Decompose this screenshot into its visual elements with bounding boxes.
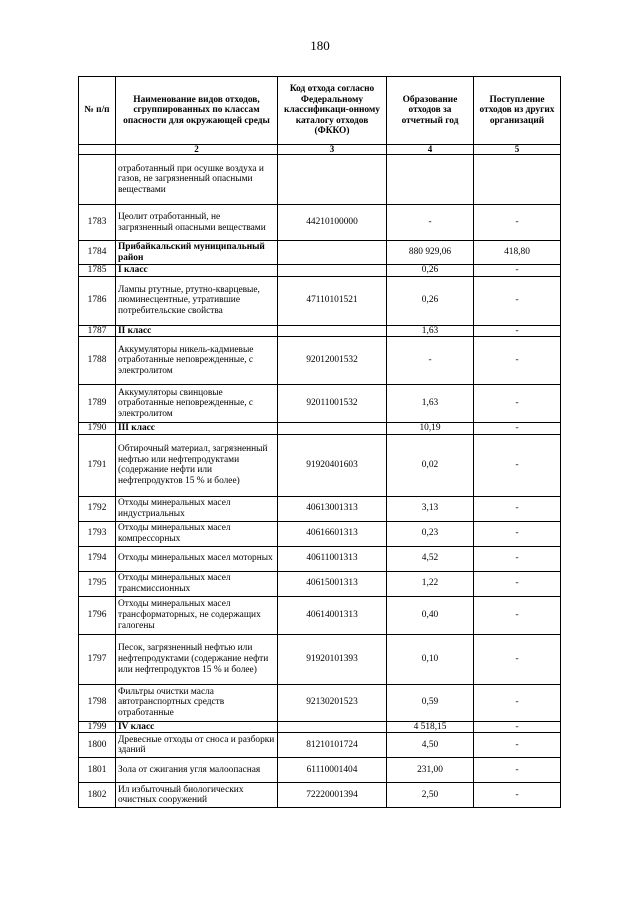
- table-row: [79, 783, 561, 808]
- table-row: [79, 684, 561, 721]
- header-received: Поступление отходов из других организаций: [474, 77, 561, 145]
- row-number: 1801: [79, 758, 116, 783]
- fkko-code: 40616601313: [278, 521, 387, 546]
- formed-amount: 4,52: [387, 546, 474, 571]
- column-number: 4: [387, 145, 474, 155]
- received-amount: -: [474, 423, 561, 435]
- row-number: 1784: [79, 241, 116, 265]
- fkko-code: 72220001394: [278, 783, 387, 808]
- received-amount: -: [474, 684, 561, 721]
- received-amount: [474, 155, 561, 205]
- header-code: Код отхода согласно Федеральному классификаци-онному каталогу отходов (ФККО): [278, 77, 387, 145]
- fkko-code: 92012001532: [278, 337, 387, 385]
- received-amount: -: [474, 385, 561, 423]
- formed-amount: 10,19: [387, 423, 474, 435]
- waste-name: Прибайкальский муниципальный район: [116, 241, 278, 265]
- fkko-code: [278, 155, 387, 205]
- table-row: [79, 521, 561, 546]
- waste-name: Зола от сжигания угля малоопасная: [116, 758, 278, 783]
- formed-amount: 3,13: [387, 496, 474, 521]
- formed-amount: 1,22: [387, 571, 474, 596]
- fkko-code: 92011001532: [278, 385, 387, 423]
- waste-name: IV класс: [116, 721, 278, 733]
- fkko-code: [278, 265, 387, 277]
- formed-amount: 0,02: [387, 434, 474, 496]
- fkko-code: 92130201523: [278, 684, 387, 721]
- table-row: [79, 276, 561, 325]
- table-row: [79, 325, 561, 337]
- formed-amount: 1,63: [387, 385, 474, 423]
- waste-name: отработанный при осушке воздуха и газов, не загрязненный опасными веществами: [116, 155, 278, 205]
- row-number: 1793: [79, 521, 116, 546]
- formed-amount: -: [387, 337, 474, 385]
- received-amount: 418,80: [474, 241, 561, 265]
- table-row: [79, 241, 561, 265]
- formed-amount: 4,50: [387, 733, 474, 758]
- waste-name: Цеолит отработанный, не загрязненный опасными веществами: [116, 205, 278, 241]
- formed-amount: 880 929,06: [387, 241, 474, 265]
- waste-name: Фильтры очистки масла автотранспортных средств отработанные: [116, 684, 278, 721]
- waste-name: Отходы минеральных масел трансформаторных, не содержащих галогены: [116, 596, 278, 634]
- header-no: № п/п: [79, 77, 116, 145]
- received-amount: -: [474, 276, 561, 325]
- received-amount: -: [474, 205, 561, 241]
- received-amount: -: [474, 434, 561, 496]
- waste-name: Отходы минеральных масел индустриальных: [116, 496, 278, 521]
- received-amount: -: [474, 325, 561, 337]
- waste-name: Песок, загрязненный нефтью или нефтепродуктами (содержание нефти или нефтепродуктов 15 % и более): [116, 634, 278, 684]
- formed-amount: 0,10: [387, 634, 474, 684]
- formed-amount: 0,59: [387, 684, 474, 721]
- waste-table: [78, 76, 561, 808]
- row-number: 1798: [79, 684, 116, 721]
- received-amount: -: [474, 546, 561, 571]
- waste-name: II класс: [116, 325, 278, 337]
- fkko-code: 40614001313: [278, 596, 387, 634]
- fkko-code: 40613001313: [278, 496, 387, 521]
- row-number: 1786: [79, 276, 116, 325]
- formed-amount: 0,40: [387, 596, 474, 634]
- table-row: [79, 546, 561, 571]
- waste-name: Аккумуляторы свинцовые отработанные неповрежденные, с электролитом: [116, 385, 278, 423]
- table-row: [79, 265, 561, 277]
- formed-amount: 231,00: [387, 758, 474, 783]
- row-number: 1789: [79, 385, 116, 423]
- table-row: [79, 721, 561, 733]
- row-number: 1792: [79, 496, 116, 521]
- waste-name: Обтирочный материал, загрязненный нефтью или нефтепродуктами (содержание нефти или нефтепродуктов 15 % и более): [116, 434, 278, 496]
- waste-name: Ил избыточный биологических очистных сооружений: [116, 783, 278, 808]
- formed-amount: 4 518,15: [387, 721, 474, 733]
- formed-amount: 0,26: [387, 276, 474, 325]
- table-row: [79, 596, 561, 634]
- waste-name: III класс: [116, 423, 278, 435]
- table-row: [79, 337, 561, 385]
- received-amount: -: [474, 596, 561, 634]
- row-number: [79, 155, 116, 205]
- fkko-code: 40611001313: [278, 546, 387, 571]
- formed-amount: 2,50: [387, 783, 474, 808]
- row-number: 1791: [79, 434, 116, 496]
- fkko-code: 91920101393: [278, 634, 387, 684]
- fkko-code: [278, 721, 387, 733]
- table-row: [79, 634, 561, 684]
- table-row: [79, 496, 561, 521]
- row-number: 1799: [79, 721, 116, 733]
- received-amount: -: [474, 783, 561, 808]
- fkko-code: [278, 241, 387, 265]
- waste-name: Отходы минеральных масел трансмиссионных: [116, 571, 278, 596]
- page-number: 180: [310, 38, 330, 53]
- column-number: [79, 145, 116, 155]
- table-row: [79, 205, 561, 241]
- fkko-code: 81210101724: [278, 733, 387, 758]
- fkko-code: 47110101521: [278, 276, 387, 325]
- row-number: 1790: [79, 423, 116, 435]
- waste-name: Лампы ртутные, ртутно-кварцевые, люминесцентные, утратившие потребительские свойства: [116, 276, 278, 325]
- row-number: 1797: [79, 634, 116, 684]
- waste-name: I класс: [116, 265, 278, 277]
- table-row: [79, 733, 561, 758]
- row-number: 1802: [79, 783, 116, 808]
- formed-amount: 1,63: [387, 325, 474, 337]
- row-number: 1787: [79, 325, 116, 337]
- formed-amount: 0,23: [387, 521, 474, 546]
- waste-name: Аккумуляторы никель-кадмиевые отработанные неповрежденные, с электролитом: [116, 337, 278, 385]
- formed-amount: 0,26: [387, 265, 474, 277]
- received-amount: -: [474, 571, 561, 596]
- row-number: 1795: [79, 571, 116, 596]
- fkko-code: 61110001404: [278, 758, 387, 783]
- received-amount: -: [474, 634, 561, 684]
- waste-name: Отходы минеральных масел компрессорных: [116, 521, 278, 546]
- received-amount: -: [474, 733, 561, 758]
- received-amount: -: [474, 496, 561, 521]
- received-amount: -: [474, 337, 561, 385]
- row-number: 1800: [79, 733, 116, 758]
- table-row: [79, 434, 561, 496]
- table-row: [79, 385, 561, 423]
- formed-amount: [387, 155, 474, 205]
- fkko-code: [278, 423, 387, 435]
- header-formed: Образование отходов за отчетный год: [387, 77, 474, 145]
- table-row: [79, 155, 561, 205]
- fkko-code: 91920401603: [278, 434, 387, 496]
- received-amount: -: [474, 758, 561, 783]
- header-row: [79, 77, 561, 145]
- formed-amount: -: [387, 205, 474, 241]
- column-number: 3: [278, 145, 387, 155]
- waste-name: Древесные отходы от сноса и разборки зданий: [116, 733, 278, 758]
- table-row: [79, 571, 561, 596]
- column-number: 5: [474, 145, 561, 155]
- fkko-code: 44210100000: [278, 205, 387, 241]
- row-number: 1794: [79, 546, 116, 571]
- fkko-code: [278, 325, 387, 337]
- row-number: 1785: [79, 265, 116, 277]
- received-amount: -: [474, 721, 561, 733]
- fkko-code: 40615001313: [278, 571, 387, 596]
- column-number: 2: [116, 145, 278, 155]
- header-name: Наименование видов отходов, сгруппированных по классам опасности для окружающей среды: [116, 77, 278, 145]
- table-row: [79, 758, 561, 783]
- row-number: 1783: [79, 205, 116, 241]
- table-row: [79, 423, 561, 435]
- row-number: 1788: [79, 337, 116, 385]
- row-number: 1796: [79, 596, 116, 634]
- waste-name: Отходы минеральных масел моторных: [116, 546, 278, 571]
- received-amount: -: [474, 521, 561, 546]
- received-amount: -: [474, 265, 561, 277]
- column-number-row: [79, 145, 561, 155]
